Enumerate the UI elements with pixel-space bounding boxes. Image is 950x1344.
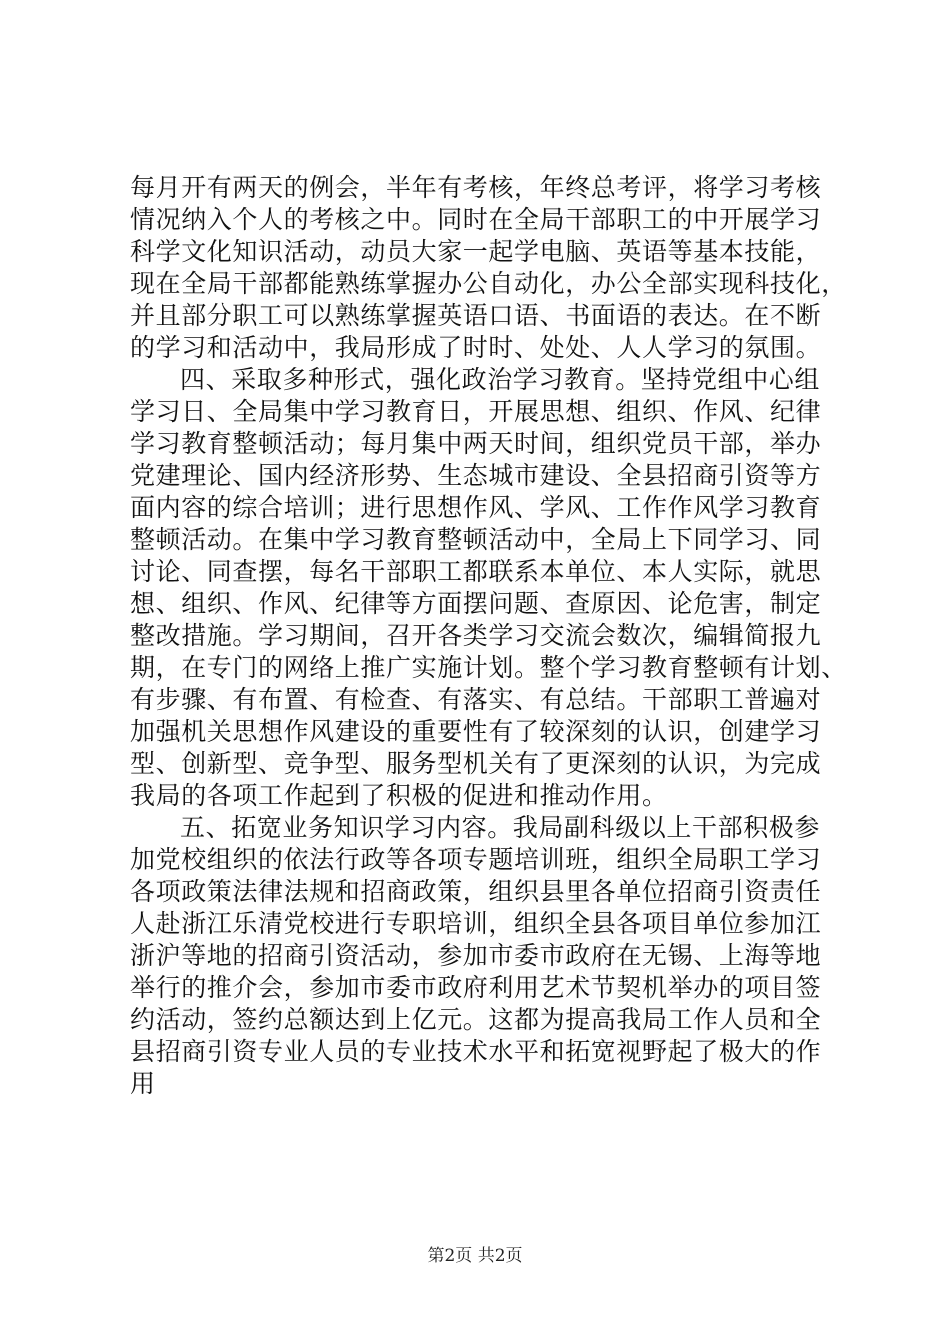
text-line: 加党校组织的依法行政等各项专题培训班，组织全局职工学习 — [130, 845, 822, 874]
text-line: 讨论、同查摆，每名干部职工都联系本单位、本人实际，就思 — [130, 557, 822, 586]
text-line: 五、拓宽业务知识学习内容。我局副科级以上干部积极参 — [180, 813, 821, 842]
text-line: 我局的各项工作起到了积极的促进和推动作用。 — [130, 781, 668, 810]
text-line: 有步骤、有布置、有检查、有落实、有总结。干部职工普遍对 — [130, 685, 822, 714]
paragraph-1 — [130, 172, 847, 364]
text-line: 想、组织、作风、纪律等方面摆问题、查原因、论危害，制定 — [130, 589, 822, 618]
paragraph-2 — [130, 364, 847, 812]
text-line: 的学习和活动中，我局形成了时时、处处、人人学习的氛围。 — [130, 333, 822, 362]
text-line: 现在全局干部都能熟练掌握办公自动化，办公全部实现科技化， — [130, 269, 847, 298]
text-line: 加强机关思想作风建设的重要性有了较深刻的认识，创建学习 — [130, 717, 822, 746]
text-line: 举行的推介会，参加市委市政府利用艺术节契机举办的项目签 — [130, 973, 822, 1002]
text-line: 人赴浙江乐清党校进行专职培训，组织全县各项目单位参加江 — [130, 909, 822, 938]
text-line: 学习日、全局集中学习教育日，开展思想、组织、作风、纪律 — [130, 397, 822, 426]
paragraph-3 — [130, 812, 830, 1100]
text-line: 用 — [130, 1069, 156, 1098]
document-body — [130, 172, 847, 1100]
text-line: 浙沪等地的招商引资活动，参加市委市政府在无锡、上海等地 — [130, 941, 822, 970]
text-line: 学习教育整顿活动；每月集中两天时间，组织党员干部，举办 — [130, 429, 822, 458]
text-line: 约活动，签约总额达到上亿元。这都为提高我局工作人员和全 — [130, 1005, 822, 1034]
text-line: 情况纳入个人的考核之中。同时在全局干部职工的中开展学习 — [130, 205, 822, 234]
text-line: 四、采取多种形式，强化政治学习教育。坚持党组中心组 — [180, 365, 821, 394]
text-line: 整顿活动。在集中学习教育整顿活动中，全局上下同学习、同 — [130, 525, 822, 554]
text-line: 县招商引资专业人员的专业技术水平和拓宽视野起了极大的作 — [130, 1037, 822, 1066]
page-number: 第2页 共2页 — [427, 1246, 523, 1266]
text-line: 期，在专门的网络上推广实施计划。整个学习教育整顿有计划、 — [130, 653, 847, 682]
text-line: 党建理论、国内经济形势、生态城市建设、全县招商引资等方 — [130, 461, 822, 490]
text-line: 型、创新型、竞争型、服务型机关有了更深刻的认识，为完成 — [130, 749, 822, 778]
text-line: 各项政策法律法规和招商政策，组织县里各单位招商引资责任 — [130, 877, 822, 906]
text-line: 并且部分职工可以熟练掌握英语口语、书面语的表达。在不断 — [130, 301, 822, 330]
text-line: 每月开有两天的例会，半年有考核，年终总考评，将学习考核 — [130, 173, 822, 202]
text-line: 科学文化知识活动，动员大家一起学电脑、英语等基本技能， — [130, 237, 822, 266]
text-line: 面内容的综合培训；进行思想作风、学风、工作作风学习教育 — [130, 493, 822, 522]
text-line: 整改措施。学习期间，召开各类学习交流会数次，编辑简报九 — [130, 621, 822, 650]
